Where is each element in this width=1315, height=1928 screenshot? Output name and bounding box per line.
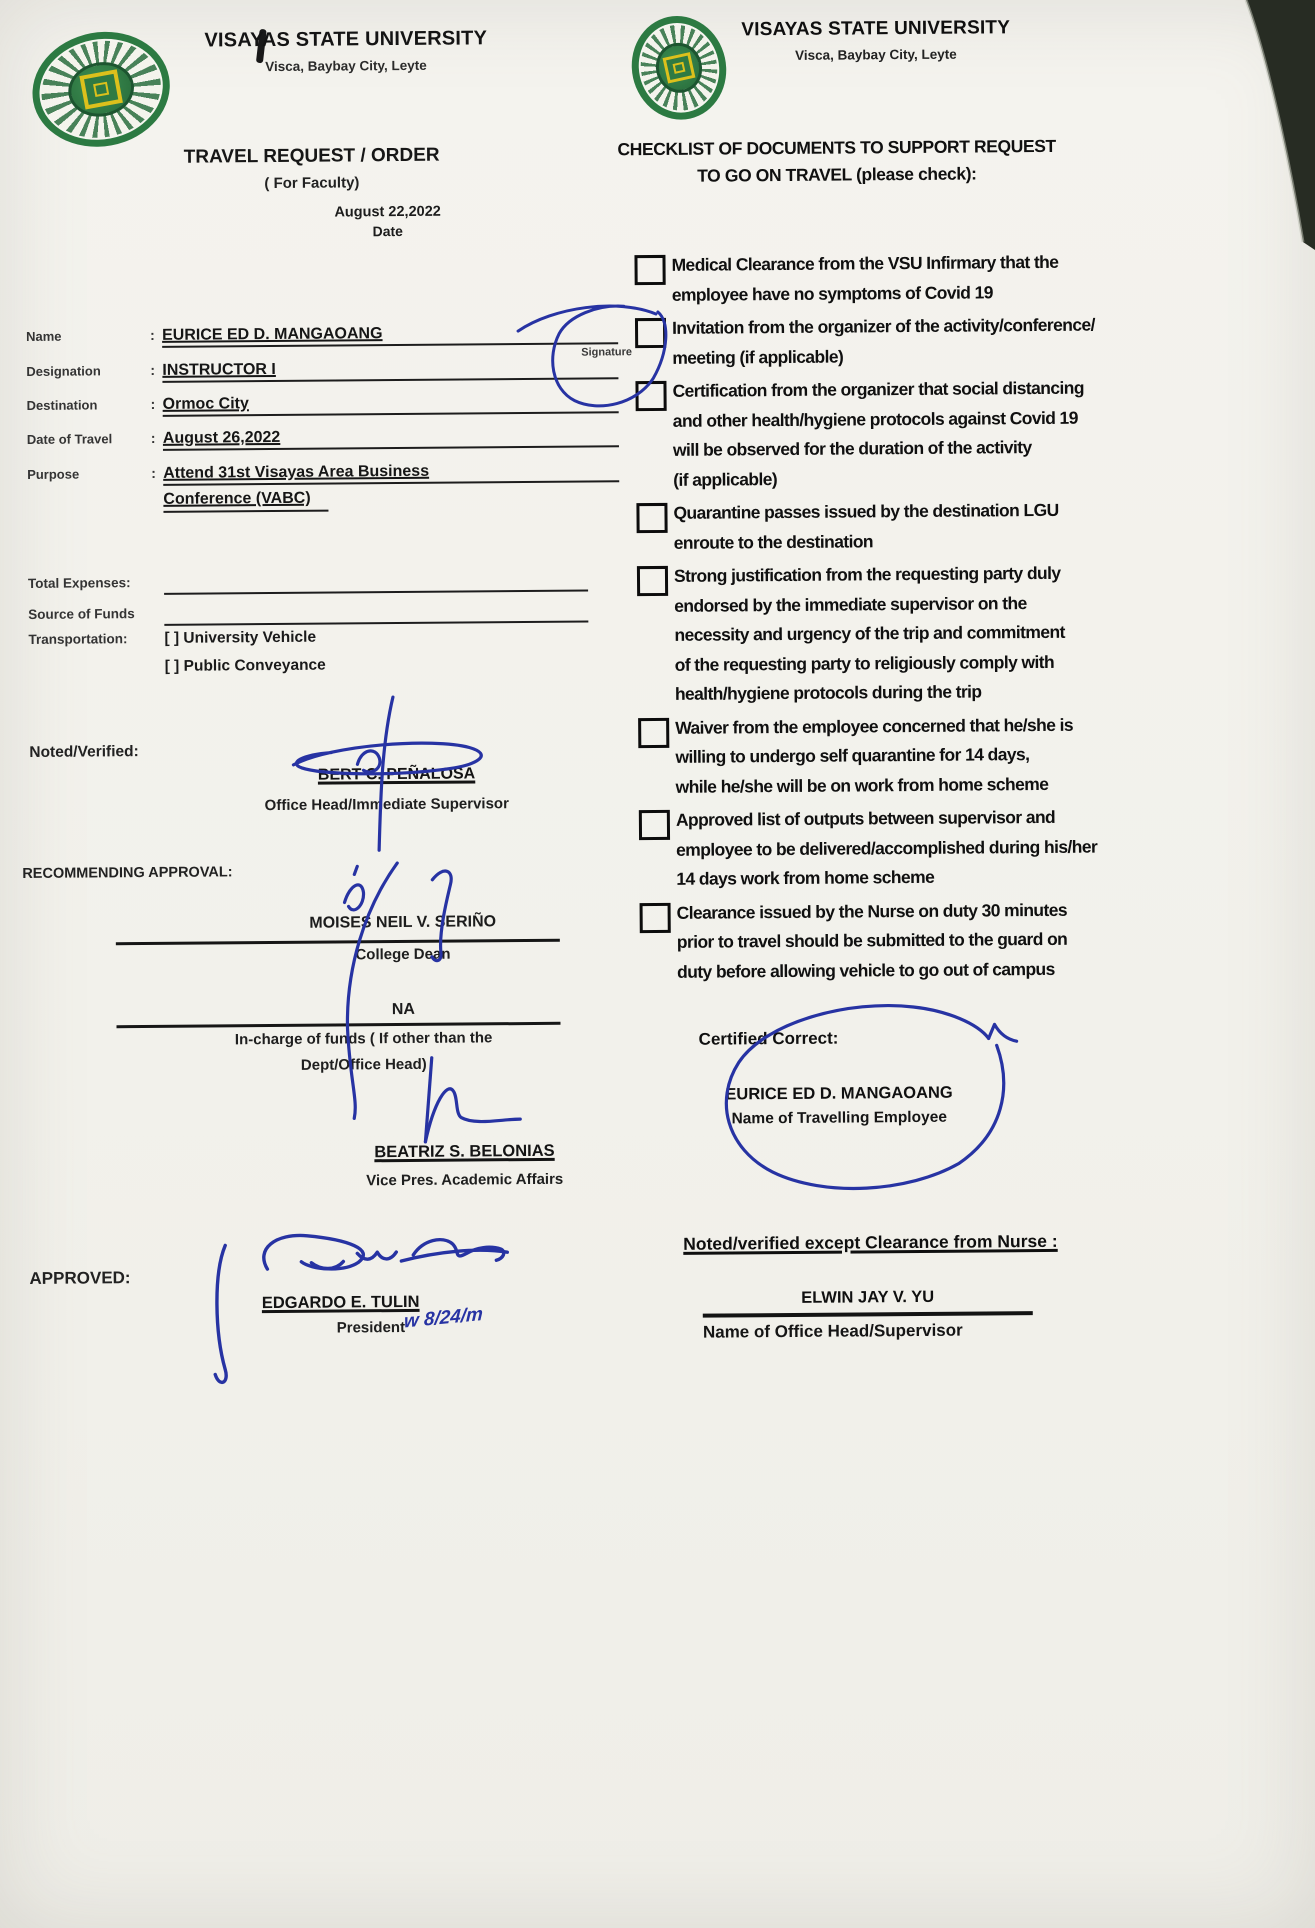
- date-label: Date: [372, 222, 403, 240]
- office-head-title: Name of Office Head/Supervisor: [702, 1320, 963, 1342]
- checklist-item-text: Medical Clearance from the VSU Infirmary that the employee have no symptoms of Covid 19: [671, 251, 1059, 305]
- field-row-designation: [26, 347, 618, 384]
- field-label: Source of Funds: [28, 606, 135, 622]
- noted-except-heading: Noted/verified except Clearance from Nurse :: [683, 1230, 1058, 1254]
- field-rule: [163, 426, 619, 451]
- university-name: VISAYAS STATE UNIVERSITY: [741, 17, 1011, 41]
- checklist-item: [638, 710, 1159, 803]
- supervisor-title: Office Head/Immediate Supervisor: [264, 795, 509, 815]
- right-header: [726, 17, 1026, 63]
- checkbox-icon: [638, 717, 669, 747]
- noted-verified-label: Noted/Verified:: [29, 743, 139, 761]
- funds-incharge-name: NA: [391, 1000, 415, 1019]
- checklist-item: [636, 495, 1156, 558]
- funds-incharge-title-line2: Dept/Office Head): [300, 1055, 427, 1074]
- signature-rule: [116, 1022, 560, 1028]
- checklist-item-text: Invitation from the organizer of the activity/conference/ meeting (if applicable): [671, 314, 1095, 368]
- checklist-item: [635, 373, 1156, 495]
- field-rule: [163, 392, 619, 417]
- university-name: VISAYAS STATE UNIVERSITY: [204, 27, 488, 52]
- form-title: TRAVEL REQUEST / ORDER: [183, 144, 440, 168]
- checklist-item: [635, 310, 1155, 373]
- field-value: Conference (VABC): [163, 490, 328, 513]
- university-address: Visca, Baybay City, Leyte: [265, 57, 427, 75]
- field-colon: :: [150, 395, 156, 412]
- field-rule: [162, 323, 618, 348]
- handwritten-date-initials: w 8/24/m: [403, 1303, 484, 1333]
- dean-name: MOISES NEIL V. SERIÑO: [309, 913, 497, 932]
- checklist-item-text: Certification from the organizer that social distancing and other health/hygiene protocols against Covid 19 will be observed for the duration of the activity (if applicable): [672, 377, 1084, 490]
- field-value: August 26,2022: [162, 428, 281, 447]
- travelling-employee-title: Name of Travelling Employee: [731, 1108, 947, 1128]
- president-name: EDGARDO E. TULIN: [261, 1292, 420, 1313]
- field-colon: :: [151, 464, 156, 481]
- checkbox-icon: [635, 318, 666, 348]
- date-block: [315, 204, 460, 240]
- field-rule: [162, 358, 618, 383]
- field-label: Destination: [26, 397, 98, 413]
- field-value: EURICE ED D. MANGAOANG: [162, 325, 383, 344]
- field-row-destination: [26, 381, 618, 418]
- checklist-item-text: Clearance issued by the Nurse on duty 30 minutes prior to travel should be submitted to the guard on duty before allowing vehicle to go out of campus: [676, 899, 1068, 982]
- checklist-item-text: Approved list of outputs between supervisor and employee to be delivered/accomplished during his/her 14 days work from home scheme: [675, 806, 1098, 889]
- checklist-title-line1: CHECKLIST OF DOCUMENTS TO SUPPORT REQUEST: [617, 135, 1056, 160]
- signature-rule: [116, 939, 560, 945]
- checklist-title-line2: TO GO ON TRAVEL (please check):: [697, 163, 977, 186]
- checkbox-icon: [639, 810, 670, 840]
- checklist: [634, 247, 1160, 991]
- field-label: Total Expenses:: [27, 575, 131, 591]
- field-rule: [163, 461, 619, 486]
- recommending-approval-label: RECOMMENDING APPROVAL:: [22, 864, 233, 882]
- checklist-item: [634, 247, 1154, 310]
- vp-title: Vice Pres. Academic Affairs: [366, 1170, 564, 1190]
- field-row-source-of-funds: [28, 593, 588, 627]
- field-value: Ormoc City: [162, 395, 249, 413]
- left-header: [176, 27, 516, 75]
- field-colon: :: [150, 429, 156, 446]
- checkbox-icon: [637, 566, 668, 596]
- office-head-block: [703, 1287, 1033, 1343]
- checkbox-icon: [640, 902, 671, 932]
- checklist-item-text: Quarantine passes issued by the destination LGU enroute to the destination: [673, 499, 1059, 553]
- travelling-employee-name: EURICE ED D. MANGAOANG: [725, 1083, 953, 1104]
- office-head-name: ELWIN JAY V. YU: [703, 1287, 1033, 1318]
- checkbox-icon: [634, 255, 665, 285]
- checklist-item-text: Strong justification from the requesting party duly endorsed by the immediate supervisor on the necessity and urgency of the trip and commitment of the requesting party to religiously comply with health/hygiene protocols during the trip: [673, 562, 1065, 704]
- form-title-block: [147, 144, 477, 193]
- field-label: Date of Travel: [26, 431, 113, 447]
- funds-incharge-title-line1: In-charge of funds ( If other than the: [234, 1029, 493, 1049]
- dean-signature-ink: [344, 863, 453, 1119]
- field-row-purpose-line2: [163, 490, 328, 513]
- field-rule: [164, 620, 588, 626]
- checklist-title: [597, 133, 1077, 191]
- dean-title: College Dean: [355, 945, 451, 964]
- field-value: INSTRUCTOR I: [162, 360, 276, 379]
- supervisor-name: BERT C. PEÑALOSA: [317, 765, 476, 784]
- checkbox-icon: [636, 503, 667, 533]
- field-value: Attend 31st Visayas Area Business: [163, 462, 430, 482]
- transport-option-public-conveyance: [ ] Public Conveyance: [164, 656, 326, 675]
- form-subtitle: ( For Faculty): [264, 174, 360, 193]
- vsu-seal-icon: [622, 7, 736, 129]
- field-label: Name: [26, 328, 62, 344]
- certified-correct-label: Certified Correct:: [698, 1028, 839, 1049]
- field-label: Purpose: [27, 466, 80, 482]
- approved-label: APPROVED:: [29, 1268, 131, 1288]
- checklist-item: [639, 802, 1160, 895]
- field-row-purpose: [27, 450, 619, 487]
- checklist-item: [640, 895, 1161, 988]
- field-row-name: [26, 312, 618, 349]
- checklist-item-text: Waiver from the employee concerned that he/she is willing to undergo self quarantine for 14 days, while he/she will be on work from home scheme: [675, 714, 1074, 797]
- field-colon: :: [150, 361, 156, 378]
- transportation-label: Transportation:: [28, 631, 128, 647]
- vsu-seal-icon: [23, 21, 179, 158]
- field-label: Designation: [26, 363, 101, 379]
- transport-option-university-vehicle: [ ] University Vehicle: [164, 628, 317, 647]
- checkbox-icon: [635, 381, 666, 411]
- date-value: August 22,2022: [334, 203, 441, 221]
- president-title: President: [336, 1319, 406, 1337]
- field-colon: :: [150, 326, 155, 343]
- travelling-employee-block: [704, 1084, 974, 1129]
- university-address: Visca, Baybay City, Leyte: [795, 46, 957, 63]
- signature-caption: Signature: [581, 346, 633, 359]
- vp-name: BEATRIZ S. BELONIAS: [374, 1141, 555, 1162]
- field-row-travel-date: [27, 415, 619, 452]
- checklist-item: [637, 558, 1158, 710]
- field-row-total-expenses: [28, 562, 588, 596]
